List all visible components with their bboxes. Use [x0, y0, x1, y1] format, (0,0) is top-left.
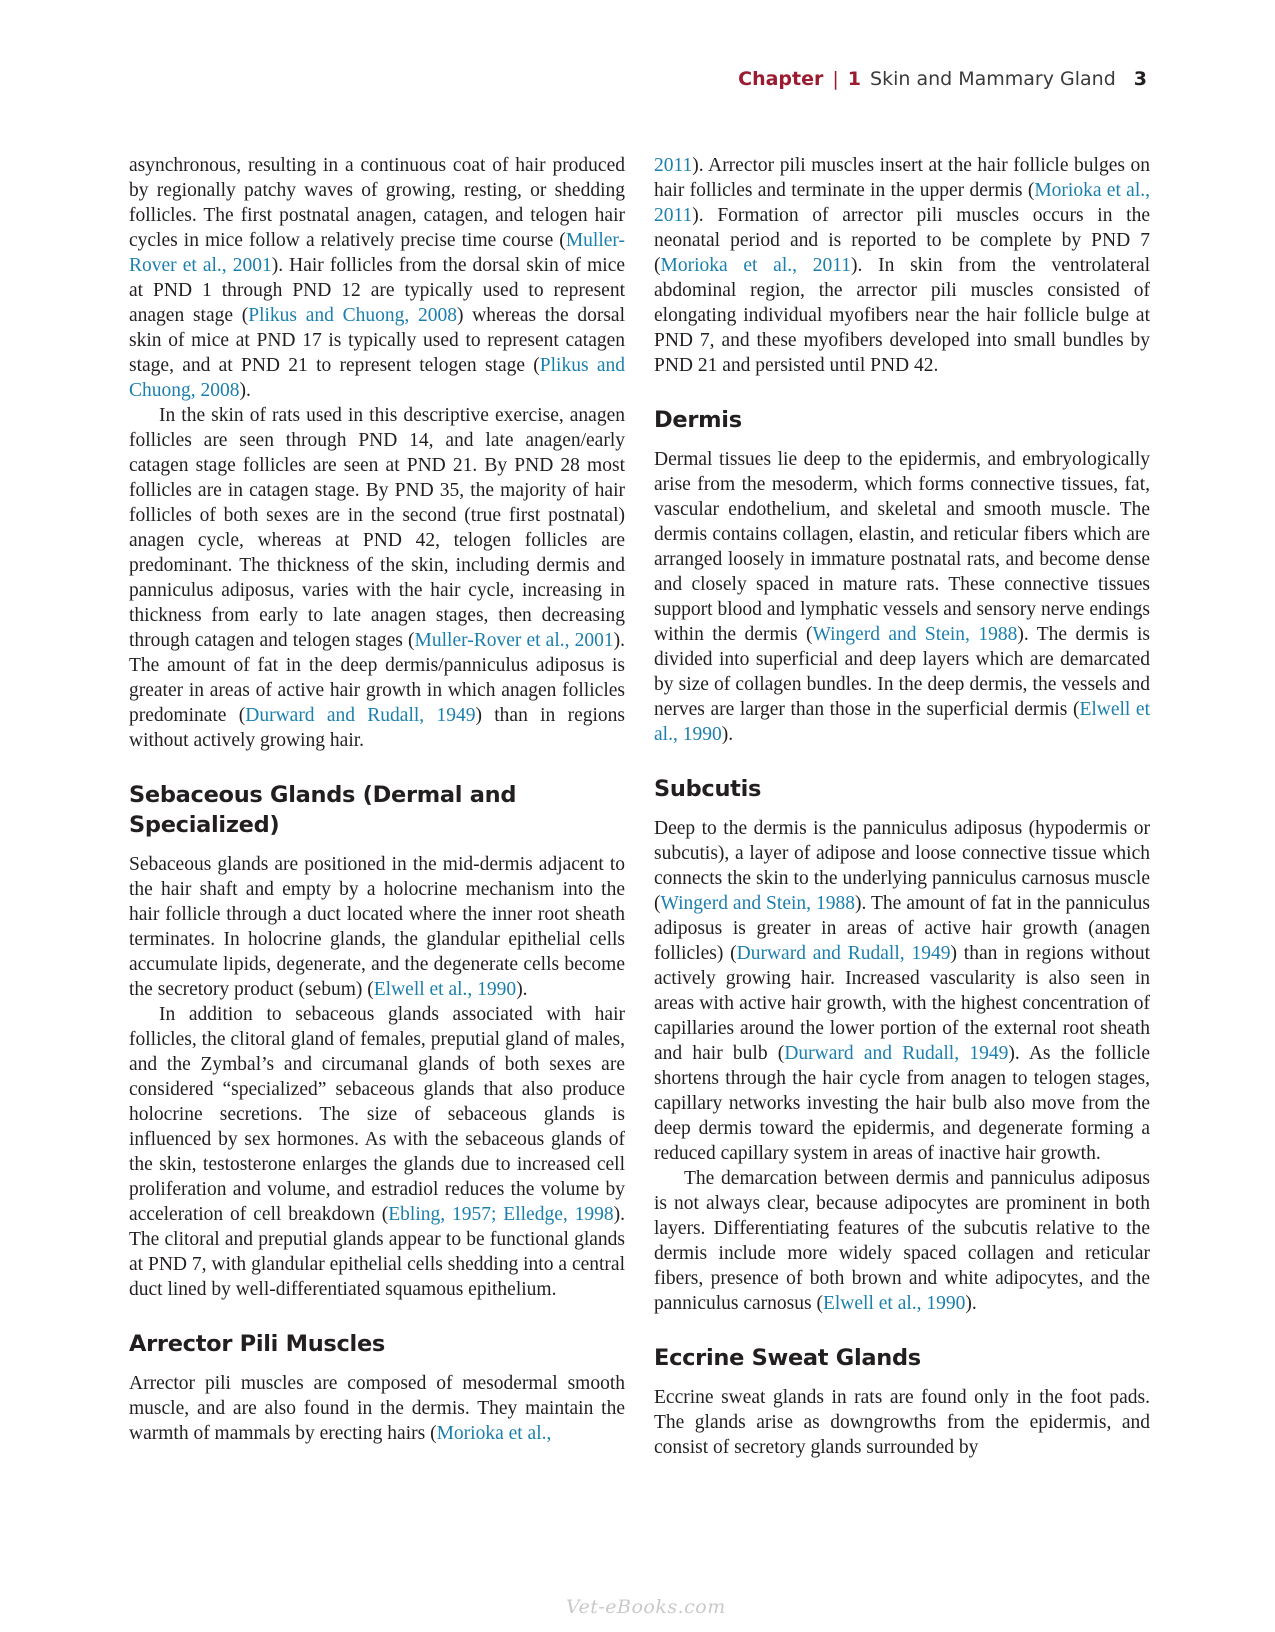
text-run: ) than in regions without actively growing hair.: [129, 705, 625, 751]
paragraph: [129, 1371, 625, 1446]
citation-link[interactable]: Muller-Rover et al., 2001: [414, 630, 614, 651]
citation-link[interactable]: Durward and Rudall, 1949: [245, 705, 476, 726]
text-run: ). The amount of fat in the deep dermis/panniculus adiposus is greater in areas of active hair growth in which anagen follicles predominate (: [129, 630, 625, 726]
citation-link[interactable]: Wingerd and Stein, 1988: [812, 624, 1018, 645]
text-run: ). As the follicle shortens through the hair cycle from anagen to telogen stages, capillary networks investing the hair bulb also move from the deep dermis toward the epidermis, and degenerate forming a reduced capillary system in areas of inactive hair growth.: [654, 1043, 1151, 1164]
section-heading-arrector-pili: Arrector Pili Muscles: [129, 1331, 386, 1357]
text-run: ). Formation of arrector pili muscles occurs in the neonatal period and is reported to be complete by PND 7 (: [654, 205, 1150, 276]
text-run: In the skin of rats used in this descriptive exercise, anagen follicles are seen through PND 14, and late anagen/early catagen stage follicles are seen at PND 21. By PND 28 most follicles are in catagen stage. By PND 35, the majority of hair follicles of both sexes are in the second (true first postnatal) anagen cycle, whereas at PND 42, telogen follicles are predominant. The thickness of the skin, including dermis and panniculus adiposus, varies with the hair cycle, increasing in thickness from early to late anagen stages, then decreasing through catagen and telogen stages (: [129, 405, 625, 651]
paragraph: [654, 1385, 1150, 1460]
paragraph: [654, 447, 1150, 747]
section-heading-eccrine: Eccrine Sweat Glands: [654, 1345, 921, 1371]
text-run: ). The amount of fat in the panniculus adiposus is greater in areas of active hair growth (anagen follicles) (: [654, 893, 1151, 964]
paragraph: [129, 1002, 625, 1302]
text-run: ) whereas the dorsal skin of mice at PND 17 is typically used to represent catagen stage, and at PND 21 to represent telogen stage (: [129, 305, 625, 376]
text-run: ). In skin from the ventrolateral abdominal region, the arrector pili muscles consisted of elongating individual myofibers near the hair follicle bulge at PND 7, and these myofibers developed into small bundles by PND 21 and persisted until PND 42.: [654, 255, 1151, 376]
section-heading-sebaceous: Sebaceous Glands (Dermal and Specialized): [129, 782, 517, 838]
paragraph: [654, 153, 1150, 378]
header-separator: |: [832, 68, 839, 90]
citation-link[interactable]: Muller-Rover et al., 2001: [129, 230, 625, 276]
text-run: ). Arrector pili muscles insert at the hair follicle bulges on hair follicles and terminate in the upper dermis (: [654, 155, 1150, 201]
paragraph: [129, 852, 625, 1002]
text-run: ). The dermis is divided into superficial and deep layers which are demarcated by size of collagen bundles. In the deep dermis, the vessels and nerves are larger than those in the superficial dermis (: [654, 624, 1151, 720]
text-run: ). Hair follicles from the dorsal skin of mice at PND 1 through PND 12 are typically used to represent anagen stage (: [129, 255, 625, 326]
citation-link[interactable]: Morioka et al., 2011: [660, 255, 852, 276]
citation-link[interactable]: Plikus and Chuong, 2008: [248, 305, 457, 326]
citation-link[interactable]: Wingerd and Stein, 1988: [660, 893, 856, 914]
paragraph: [129, 403, 625, 753]
text-run: The demarcation between dermis and panniculus adiposus is not always clear, because adipocytes are prominent in both layers. Differentiating features of the subcutis relative to the dermis include more widely spaced collagen and reticular fibers, presence of both brown and white adipocytes, and the panniculus carnosus (: [654, 1168, 1150, 1314]
text-run: Deep to the dermis is the panniculus adiposus (hypodermis or subcutis), a layer of adipose and loose connective tissue which connects the skin to the underlying panniculus carnosus muscle (: [654, 818, 1150, 914]
text-run: ) than in regions without actively growing hair. Increased vascularity is also seen in areas with active hair growth, with the highest concentration of capillaries around the lower portion of the external root sheath and hair bulb (: [654, 943, 1150, 1064]
citation-link[interactable]: Ebling, 1957; Elledge, 1998: [388, 1204, 614, 1225]
watermark-logo: Vet-eBooks.com: [566, 1596, 726, 1618]
chapter-number: 1: [847, 68, 862, 90]
citation-link[interactable]: Durward and Rudall, 1949: [784, 1043, 1009, 1064]
text-run: Dermal tissues lie deep to the epidermis, and embryologically arise from the mesoderm, which forms connective tissues, fat, vascular endothelium, and skeletal and smooth muscle. The dermis contains collagen, elastin, and reticular fibers which are arranged loosely in immature postnatal rats, and become dense and closely spaced in mature rats. These connective tissues support blood and lymphatic vessels and sensory nerve endings within the dermis (: [654, 449, 1150, 645]
text-run: In addition to sebaceous glands associated with hair follicles, the clitoral gland of females, preputial gland of males, and the Zymbal’s and circumanal glands of both sexes are considered “specialized” sebaceous glands that also produce holocrine secretions. The size of sebaceous glands is influenced by sex hormones. As with the sebaceous glands of the skin, testosterone enlarges the glands due to increased cell proliferation and volume, and estradiol reduces the volume by acceleration of cell breakdown (: [129, 1004, 625, 1225]
paragraph: [654, 816, 1150, 1166]
text-run: Sebaceous glands are positioned in the mid-dermis adjacent to the hair shaft and empty by a holocrine mechanism into the hair follicle through a duct located where the inner root sheath terminates. In holocrine glands, the glandular epithelial cells accumulate lipids, degenerate, and the degenerate cells become the secretory product (sebum) (: [129, 854, 625, 1000]
text-run: ).: [965, 1293, 977, 1314]
right-column: [654, 153, 1150, 1460]
text-run: ).: [516, 979, 528, 1000]
citation-link[interactable]: Elwell et al., 1990: [373, 979, 517, 1000]
running-head: [738, 68, 1147, 90]
section-heading-subcutis: Subcutis: [654, 776, 762, 802]
section-heading-dermis: Dermis: [654, 407, 742, 433]
text-run: ). The clitoral and preputial glands appear to be functional glands at PND 7, with glandular epithelial cells shedding into a central duct lined by well-differentiated squamous epithelium.: [129, 1204, 625, 1300]
citation-link[interactable]: Morioka et al.,: [436, 1423, 552, 1444]
text-run: ).: [239, 380, 251, 401]
citation-link[interactable]: Durward and Rudall, 1949: [736, 943, 951, 964]
text-run: Arrector pili muscles are composed of mesodermal smooth muscle, and are also found in the dermis. They maintain the warmth of mammals by erecting hairs (: [129, 1373, 625, 1444]
paragraph: [654, 1166, 1150, 1316]
page-number: 3: [1133, 68, 1147, 90]
chapter-title: Skin and Mammary Gland: [870, 68, 1116, 90]
paragraph: [129, 153, 625, 403]
text-run: asynchronous, resulting in a continuous coat of hair produced by regionally patchy waves of growing, resting, or shedding follicles. The first postnatal anagen, catagen, and telogen hair cycles in mice follow a relatively precise time course (: [129, 155, 625, 251]
chapter-label: Chapter: [738, 68, 824, 90]
citation-link[interactable]: Plikus and Chuong, 2008: [129, 355, 625, 401]
text-run: Eccrine sweat glands in rats are found only in the foot pads. The glands arise as downgrowths from the epidermis, and consist of secretory glands surrounded by: [654, 1387, 1150, 1458]
citation-link[interactable]: Elwell et al., 1990: [822, 1293, 966, 1314]
text-run: ).: [721, 724, 734, 745]
left-column: [129, 153, 625, 1446]
citation-link[interactable]: Morioka et al., 2011: [654, 180, 1150, 226]
citation-link[interactable]: Elwell et al., 1990: [654, 699, 1150, 745]
citation-link[interactable]: 2011: [654, 155, 693, 176]
